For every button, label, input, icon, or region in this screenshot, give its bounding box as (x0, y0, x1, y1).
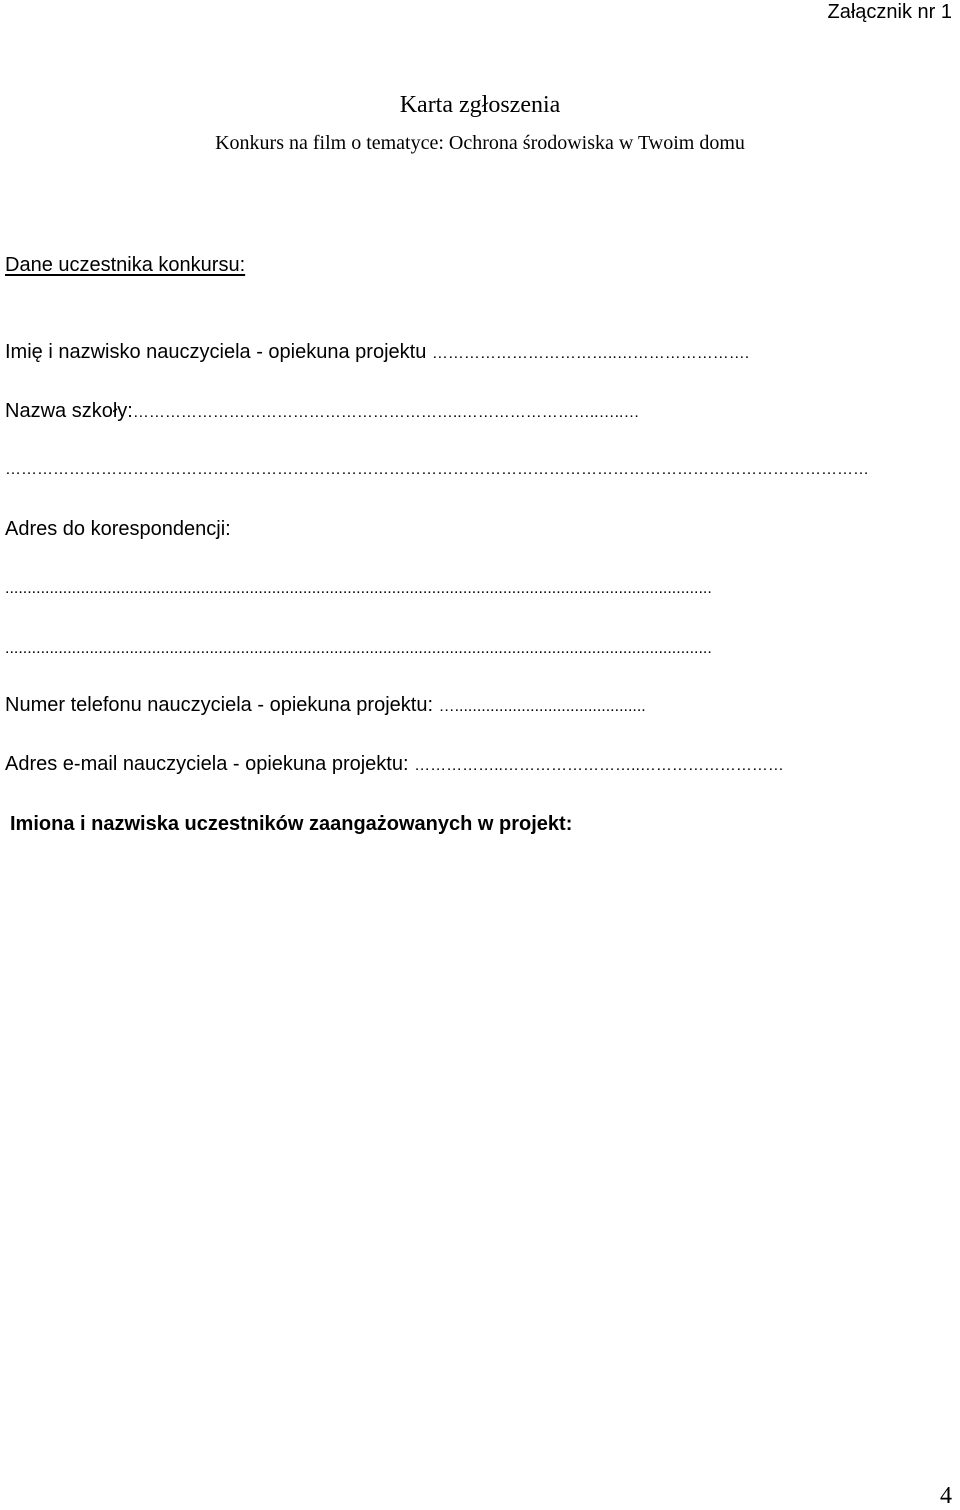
teacher-name-label: Imię i nazwisko nauczyciela - opiekuna projektu (5, 341, 427, 363)
teacher-phone-field[interactable] (5, 692, 955, 720)
school-name-field[interactable] (5, 398, 955, 426)
address-line-1[interactable]: ............................................................................................................................................................... (5, 580, 712, 597)
section-heading: Dane uczestnika konkursu: (5, 254, 246, 276)
form-subtitle: Konkurs na film o tematyce: Ochrona środowiska w Twoim domu (215, 132, 745, 154)
teacher-name-field[interactable] (5, 339, 955, 367)
address-label: Adres do korespondencji: (5, 518, 231, 540)
page-number: 4 (940, 1483, 952, 1509)
participants-label: Imiona i nazwiska uczestników zaangażowanych w projekt: (10, 813, 573, 835)
school-name-continuation[interactable]: ……………………………………………………………………………………………………………………………………………… (5, 461, 869, 478)
address-line-2[interactable]: ............................................................................................................................................................... (5, 640, 712, 657)
annex-label: Załącznik nr 1 (827, 1, 952, 23)
teacher-name-dots: ……………………………..……………………. (431, 345, 750, 362)
teacher-phone-dots: …........................................... (438, 698, 646, 715)
teacher-email-field[interactable] (5, 751, 955, 779)
school-name-dots: ……………………………………………………..……………………..…..… (132, 404, 640, 421)
teacher-email-dots: ……………..……………………..……………………… (414, 757, 784, 774)
school-name-label: Nazwa szkoły: (5, 400, 133, 422)
teacher-phone-label: Numer telefonu nauczyciela - opiekuna projektu: (5, 694, 434, 716)
teacher-email-label: Adres e-mail nauczyciela - opiekuna projektu: (5, 753, 409, 775)
form-title: Karta zgłoszenia (399, 92, 561, 118)
